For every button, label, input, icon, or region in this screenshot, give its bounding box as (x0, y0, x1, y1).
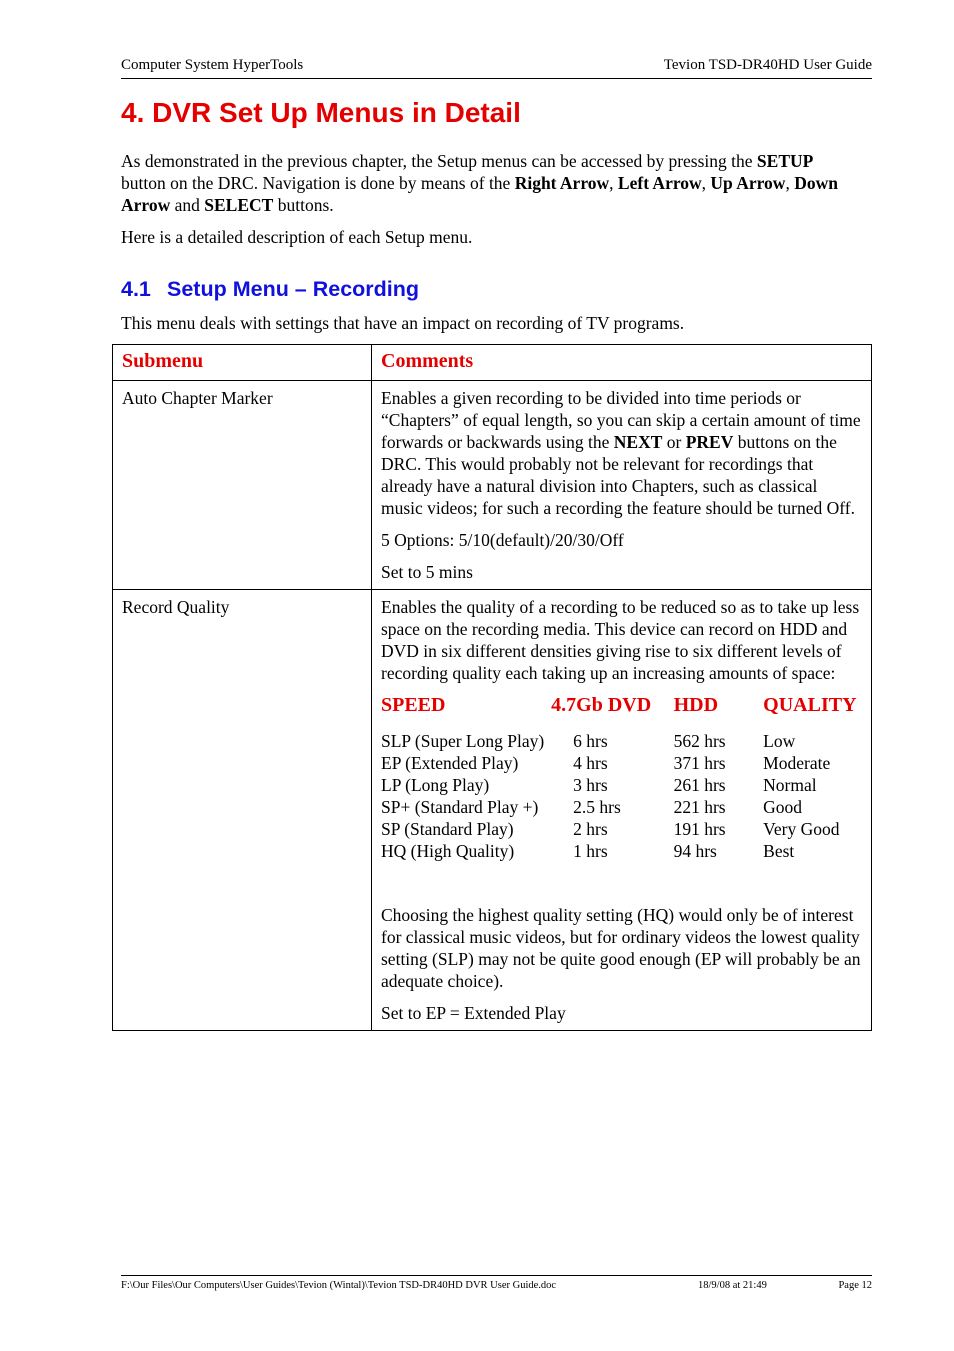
intro-text: As demonstrated in the previous chapter, the Setup menus can be accessed by pressing the (121, 151, 757, 171)
options-text: 5 Options: 5/10(default)/20/30/Off (381, 530, 624, 550)
speed-table (381, 694, 863, 894)
section-number: 4.1 (121, 277, 151, 301)
quality-cell: Good (763, 797, 803, 817)
intro-text: button on the DRC. Navigation is done by means of the (121, 173, 515, 193)
hdd-cell: 261 hrs (673, 775, 726, 795)
hdd-cell: 371 hrs (673, 753, 726, 773)
footer-date: 18/9/08 at 21:49 (698, 1280, 767, 1291)
hdd-col-header: HDD (673, 694, 719, 716)
speed-cell: EP (Extended Play) (381, 753, 519, 773)
submenu-cell: Record Quality (113, 590, 372, 1031)
speed-row (381, 774, 863, 796)
dvd-cell: 4 hrs (573, 753, 608, 773)
page-header (121, 57, 872, 79)
speed-table-body (381, 730, 863, 894)
speed-cell: LP (Long Play) (381, 775, 490, 795)
left-arrow-key: Left Arrow (617, 173, 702, 193)
submenu-cell: Auto Chapter Marker (113, 381, 372, 590)
dvd-cell: 1 hrs (573, 841, 608, 861)
header-left: Computer System HyperTools (121, 57, 304, 73)
chapter-title: 4. DVR Set Up Menus in Detail (121, 97, 521, 128)
footer-page-number: Page 12 (838, 1280, 872, 1291)
table-row (113, 590, 872, 1031)
note-paragraph: Choosing the highest quality setting (HQ) would only be of interest for classical music videos, but for ordinary videos the lowest quality setting (SLP) may not be quite good enough (EP will probably be an adequate choice). (381, 905, 861, 991)
speed-col-header: SPEED (381, 694, 446, 716)
intro-paragraph-2: Here is a detailed description of each Setup menu. (121, 227, 473, 247)
dvd-cell: 2.5 hrs (573, 797, 621, 817)
dvd-cell: 2 hrs (573, 819, 608, 839)
hdd-cell: 191 hrs (673, 819, 726, 839)
intro-text: , (785, 173, 795, 193)
dvd-cell: 3 hrs (573, 775, 608, 795)
speed-row (381, 752, 863, 774)
submenu-header: Submenu (113, 345, 372, 381)
setting-text: Set to 5 mins (381, 562, 473, 582)
dvd-cell: 6 hrs (573, 731, 608, 751)
page-footer (121, 1275, 872, 1291)
section-title: Setup Menu – Recording (167, 277, 420, 301)
section-heading (121, 275, 419, 303)
quality-cell: Moderate (763, 753, 831, 773)
comments-cell (372, 590, 872, 1031)
hdd-cell: 562 hrs (673, 731, 726, 751)
comment-text: Enables a given recording to be divided into time periods or “Chapters” of equal length, so you can skip a certain amount of time forwards or backwards using the (381, 388, 861, 452)
comments-cell (372, 381, 872, 590)
intro-text: and (170, 195, 205, 215)
next-key: NEXT (613, 432, 663, 452)
setting-text: Set to EP = Extended Play (381, 1003, 566, 1023)
comment-text: or (662, 432, 686, 452)
section-description: This menu deals with settings that have an impact on recording of TV programs. (121, 313, 685, 333)
footer-file-path: F:\Our Files\Our Computers\User Guides\Tevion (Wintal)\Tevion TSD-DR40HD DVR User Guide.doc (121, 1280, 557, 1291)
down-arrow-key: Down Arrow (121, 173, 838, 215)
intro-text: , (609, 173, 618, 193)
prev-key: PREV (685, 432, 734, 452)
comment-text: buttons on the DRC. This would probably not be relevant for recordings that already have a natural division into Chapters, such as classical music videos; for such a recording the feature should be turned Off. (381, 432, 855, 518)
quality-cell: Very Good (763, 819, 840, 839)
intro-paragraph (121, 150, 861, 216)
intro-text: buttons. (273, 195, 334, 215)
dvd-col-header: 4.7Gb DVD (551, 694, 652, 716)
table-header-row (113, 345, 872, 381)
hdd-cell: 94 hrs (673, 841, 717, 861)
quality-cell: Best (763, 841, 795, 861)
speed-header-row (381, 694, 863, 730)
speed-row (381, 796, 863, 818)
hdd-cell: 221 hrs (673, 797, 726, 817)
comments-header: Comments (372, 345, 872, 381)
table-row (113, 381, 872, 590)
quality-col-header: QUALITY (763, 694, 857, 716)
select-key: SELECT (204, 195, 274, 215)
comment-paragraph (381, 387, 863, 519)
speed-row (381, 818, 863, 840)
speed-row (381, 730, 863, 752)
speed-cell: SP+ (Standard Play +) (381, 797, 539, 817)
header-right: Tevion TSD-DR40HD User Guide (663, 57, 872, 73)
comment-paragraph: Enables the quality of a recording to be reduced so as to take up less space on the recording media. This device can record on HDD and DVD in six different densities giving rise to six different levels of recording quality each taking up an increasing amounts of space: (381, 597, 860, 683)
speed-cell: SLP (Super Long Play) (381, 731, 545, 751)
quality-cell: Low (763, 731, 796, 751)
right-arrow-key: Right Arrow (514, 173, 610, 193)
up-arrow-key: Up Arrow (710, 173, 786, 193)
quality-cell: Normal (763, 775, 817, 795)
speed-cell: SP (Standard Play) (381, 819, 514, 839)
speed-cell: HQ (High Quality) (381, 841, 515, 861)
setup-key: SETUP (756, 151, 814, 171)
setup-menu-table (112, 344, 872, 1031)
intro-text: , (701, 173, 711, 193)
speed-row (381, 840, 863, 894)
